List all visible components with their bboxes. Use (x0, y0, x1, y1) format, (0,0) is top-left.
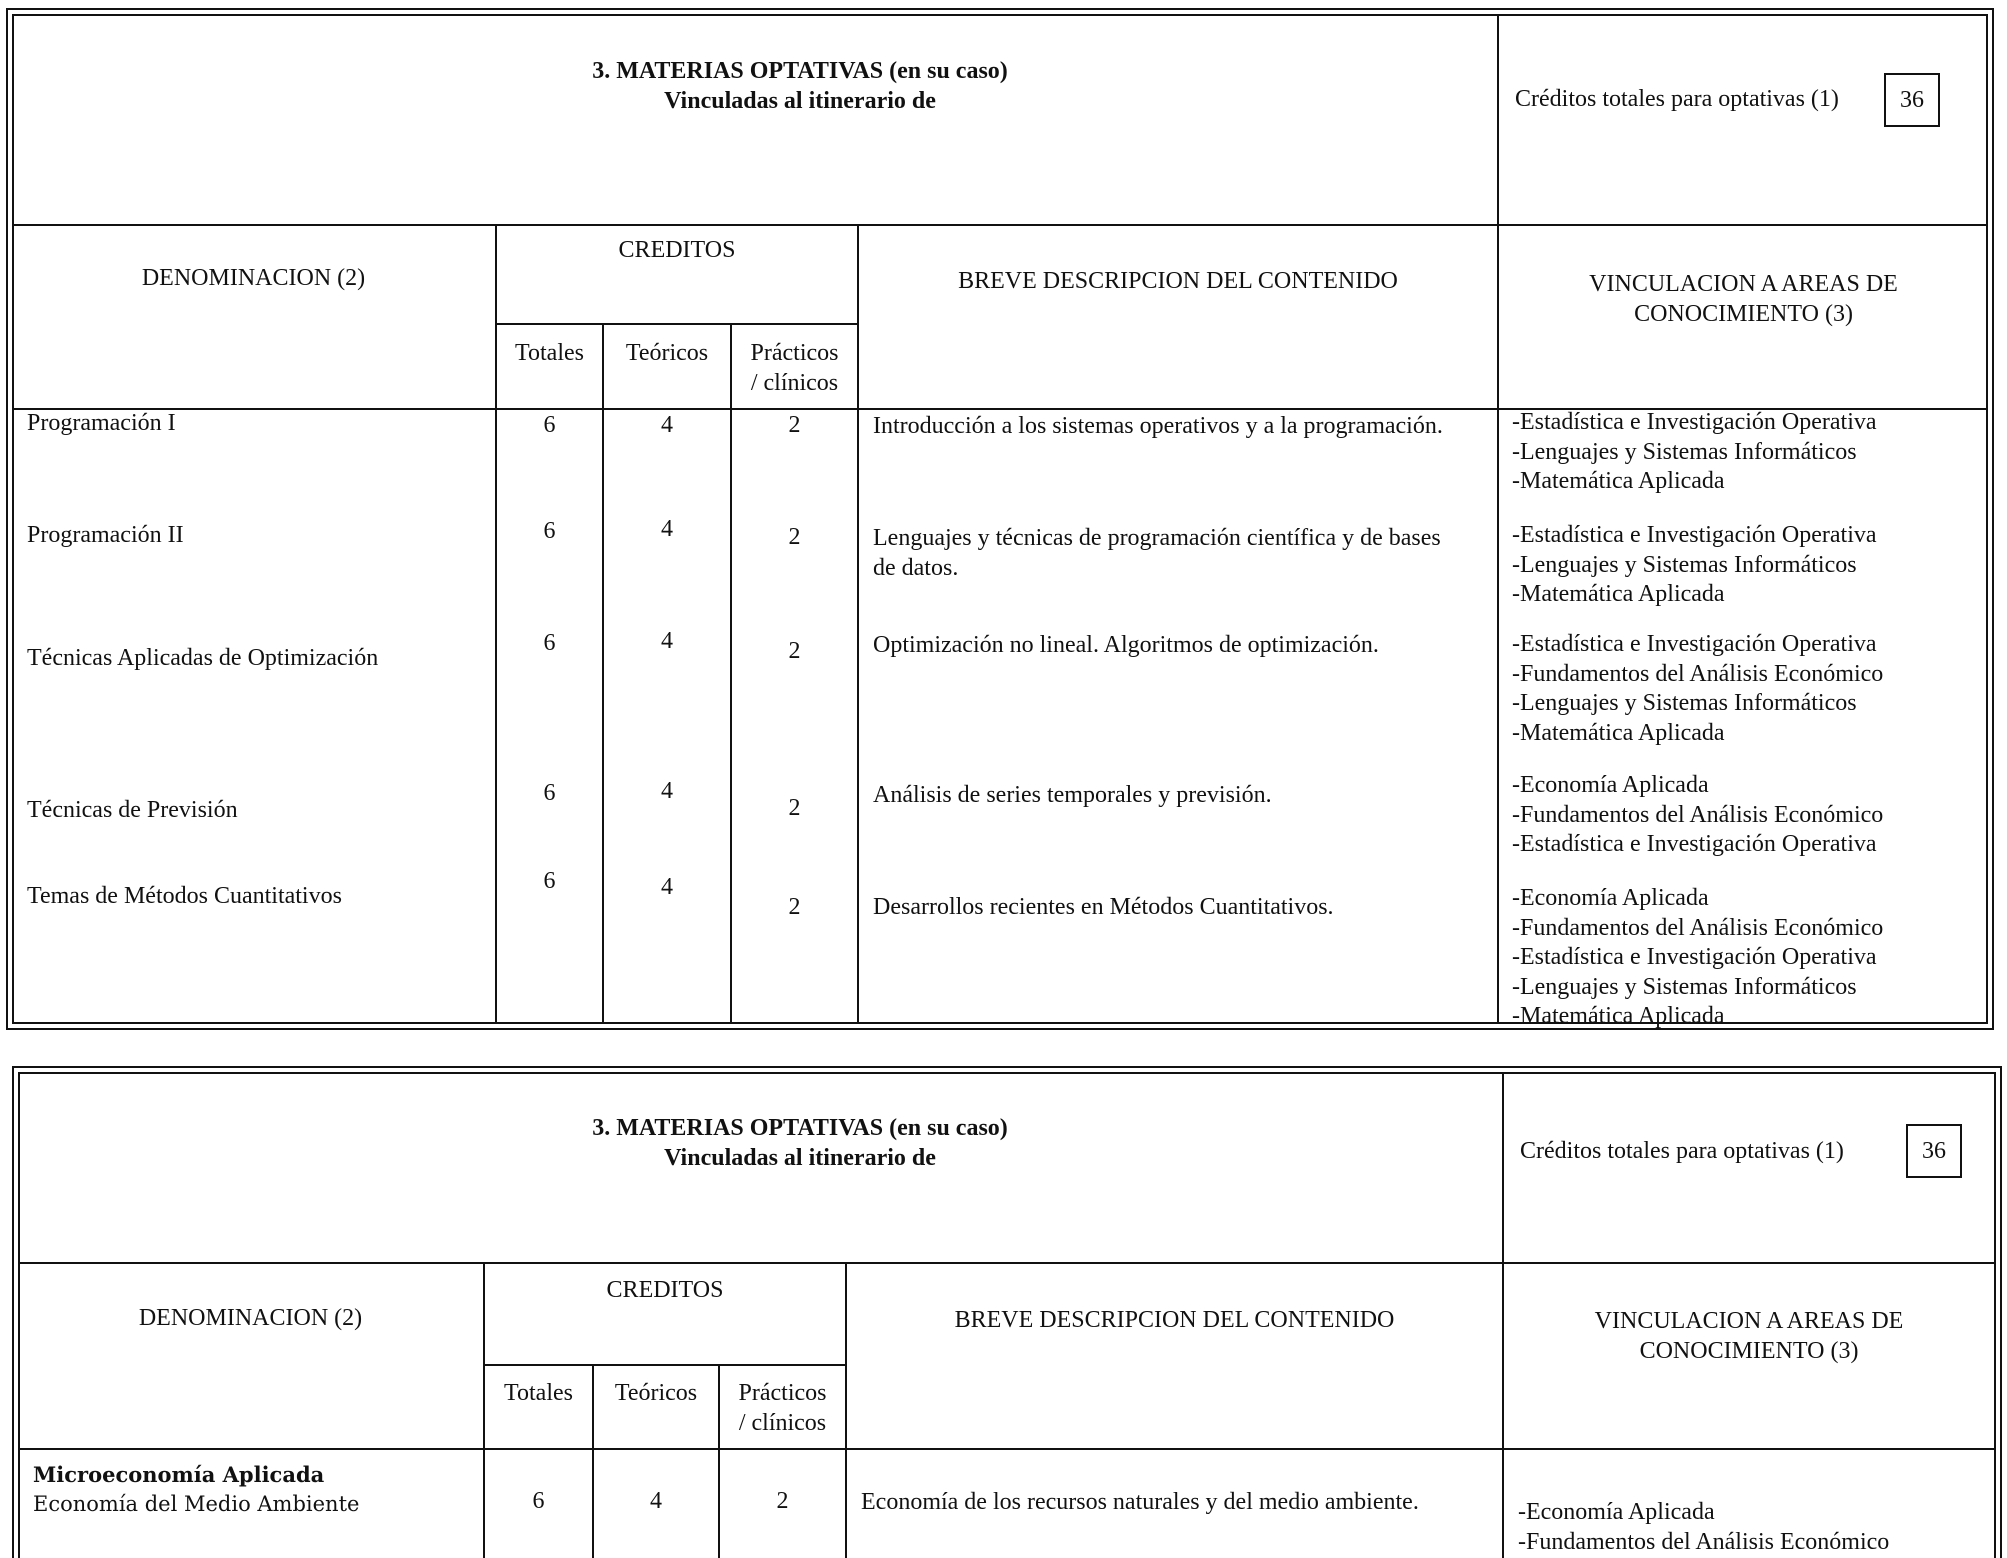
section-title: 3. MATERIAS OPTATIVAS (en su caso) (592, 58, 1008, 84)
row-denominacion: Técnicas de Previsión (27, 797, 238, 823)
table2-border-left-outer (12, 1066, 14, 1558)
row-descripcion: Economía de los recursos naturales y del medio ambiente. (861, 1489, 1419, 1515)
table2-header-separator (18, 1262, 1996, 1264)
table2-credits-subheader-line (485, 1364, 847, 1366)
row-teoricos: 4 (661, 516, 673, 542)
area-item: -Estadística e Investigación Operativa (1512, 944, 1877, 970)
table2-border-right-inner (1994, 1072, 1996, 1558)
area-item: -Economía Aplicada (1518, 1499, 1715, 1525)
header-clinicos: / clínicos (750, 370, 839, 396)
row-denominacion: Temas de Métodos Cuantitativos (27, 883, 342, 909)
table2-border-top-inner (18, 1072, 1996, 1074)
header-teoricos: Teóricos (614, 1380, 698, 1406)
area-item: -Matemática Aplicada (1512, 468, 1725, 494)
header-teoricos: Teóricos (625, 340, 709, 366)
row-descripcion: Lenguajes y técnicas de programación científica y de bases (873, 525, 1441, 551)
row-totales: 6 (543, 780, 556, 806)
header-clinicos: / clínicos (738, 1410, 827, 1436)
credits-total-label: Créditos totales para optativas (1) (1520, 1138, 1844, 1164)
header-vinculacion: VINCULACION A AREAS DE (1589, 271, 1898, 297)
row-descripcion: Análisis de series temporales y previsión. (873, 782, 1272, 808)
table2-column-header-bottom (18, 1448, 1996, 1450)
header-practicos: Prácticos (738, 1380, 827, 1406)
row-areas (1512, 630, 1883, 748)
row-teoricos: 4 (661, 412, 673, 438)
col-divider-descripcion (857, 224, 859, 1024)
area-item: -Lenguajes y Sistemas Informáticos (1512, 690, 1857, 716)
header-practicos: Prácticos (750, 340, 839, 366)
table-border-inner (12, 14, 1988, 1024)
credits-total-value: 36 (1906, 1124, 1962, 1178)
area-item: -Fundamentos del Análisis Económico (1518, 1528, 1890, 1555)
row-teoricos: 4 (650, 1488, 662, 1514)
credits-total-label: Créditos totales para optativas (1) (1515, 86, 1839, 112)
row-teoricos: 4 (661, 778, 673, 804)
area-item: -Estadística e Investigación Operativa (1512, 631, 1877, 657)
area-item: -Fundamentos del Análisis Económico (1512, 801, 1884, 828)
section-subtitle: Vinculadas al itinerario de (664, 1145, 936, 1171)
area-item: -Matemática Aplicada (1512, 1003, 1725, 1029)
header-denominacion: DENOMINACION (2) (138, 1305, 363, 1331)
credits-total-value: 36 (1884, 73, 1940, 127)
header-creditos: CREDITOS (606, 1277, 724, 1303)
row-areas (1512, 408, 1877, 497)
row-descripcion: Introducción a los sistemas operativos y a la programación. (873, 413, 1443, 439)
credits-subheader-line (497, 323, 859, 325)
area-item: -Matemática Aplicada (1512, 581, 1725, 607)
header-vinculacion: VINCULACION A AREAS DE (1594, 1308, 1904, 1334)
table2-border-top-outer (12, 1066, 2002, 1068)
header-descripcion: BREVE DESCRIPCION DEL CONTENIDO (958, 268, 1398, 294)
row-totales: 6 (543, 412, 556, 438)
row-areas (1512, 884, 1883, 1032)
area-item: -Estadística e Investigación Operativa (1512, 409, 1877, 435)
row-areas (1518, 1498, 1889, 1557)
row-denominacion: Economía del Medio Ambiente (33, 1492, 360, 1516)
row-practicos: 2 (788, 894, 801, 920)
area-item: -Lenguajes y Sistemas Informáticos (1512, 973, 1857, 1000)
header-separator (12, 224, 1988, 226)
table2-border-right-outer (2000, 1066, 2002, 1558)
row-totales: 6 (543, 630, 556, 656)
area-item: -Estadística e Investigación Operativa (1512, 831, 1877, 857)
row-areas (1512, 521, 1877, 610)
col-divider-areas (1497, 14, 1499, 1024)
row-totales: 6 (543, 518, 556, 544)
header-denominacion: DENOMINACION (2) (141, 265, 366, 291)
row-teoricos: 4 (661, 628, 673, 654)
row-totales: 6 (532, 1488, 545, 1514)
row-descripcion: Optimización no lineal. Algoritmos de optimización. (873, 632, 1379, 658)
header-totales: Totales (504, 1380, 573, 1406)
header-totales: Totales (515, 340, 584, 366)
section-subtitle: Vinculadas al itinerario de (664, 88, 936, 114)
row-teoricos: 4 (661, 874, 673, 900)
area-item: -Estadística e Investigación Operativa (1512, 522, 1877, 548)
row-practicos: 2 (788, 524, 801, 550)
row-practicos: 2 (788, 412, 801, 438)
area-item: -Fundamentos del Análisis Económico (1512, 914, 1884, 941)
row-areas (1512, 771, 1883, 860)
header-descripcion: BREVE DESCRIPCION DEL CONTENIDO (954, 1307, 1395, 1333)
header-conocimiento: CONOCIMIENTO (3) (1634, 301, 1853, 327)
row-denominacion: Programación I (27, 410, 176, 436)
area-item: -Matemática Aplicada (1512, 719, 1725, 746)
row-practicos: 2 (788, 638, 801, 664)
row-practicos: 2 (788, 795, 801, 821)
section-title: 3. MATERIAS OPTATIVAS (en su caso) (592, 1115, 1008, 1141)
area-item: -Lenguajes y Sistemas Informáticos (1512, 438, 1857, 465)
row-totales: 6 (543, 868, 556, 894)
area-item: -Economía Aplicada (1512, 772, 1709, 798)
area-item: -Economía Aplicada (1512, 885, 1709, 911)
header-creditos: CREDITOS (618, 237, 736, 263)
area-item: -Fundamentos del Análisis Económico (1512, 660, 1884, 687)
row-descripcion-cont: de datos. (873, 555, 959, 581)
header-conocimiento: CONOCIMIENTO (3) (1639, 1338, 1859, 1364)
area-item: -Lenguajes y Sistemas Informáticos (1512, 551, 1857, 578)
row-descripcion: Desarrollos recientes en Métodos Cuantitativos. (873, 894, 1334, 920)
row-practicos: 2 (776, 1488, 789, 1514)
row-denominacion: Programación II (27, 522, 184, 548)
row-denominacion: Técnicas Aplicadas de Optimización (27, 645, 379, 671)
row-group-heading: Microeconomía Aplicada (33, 1462, 325, 1487)
